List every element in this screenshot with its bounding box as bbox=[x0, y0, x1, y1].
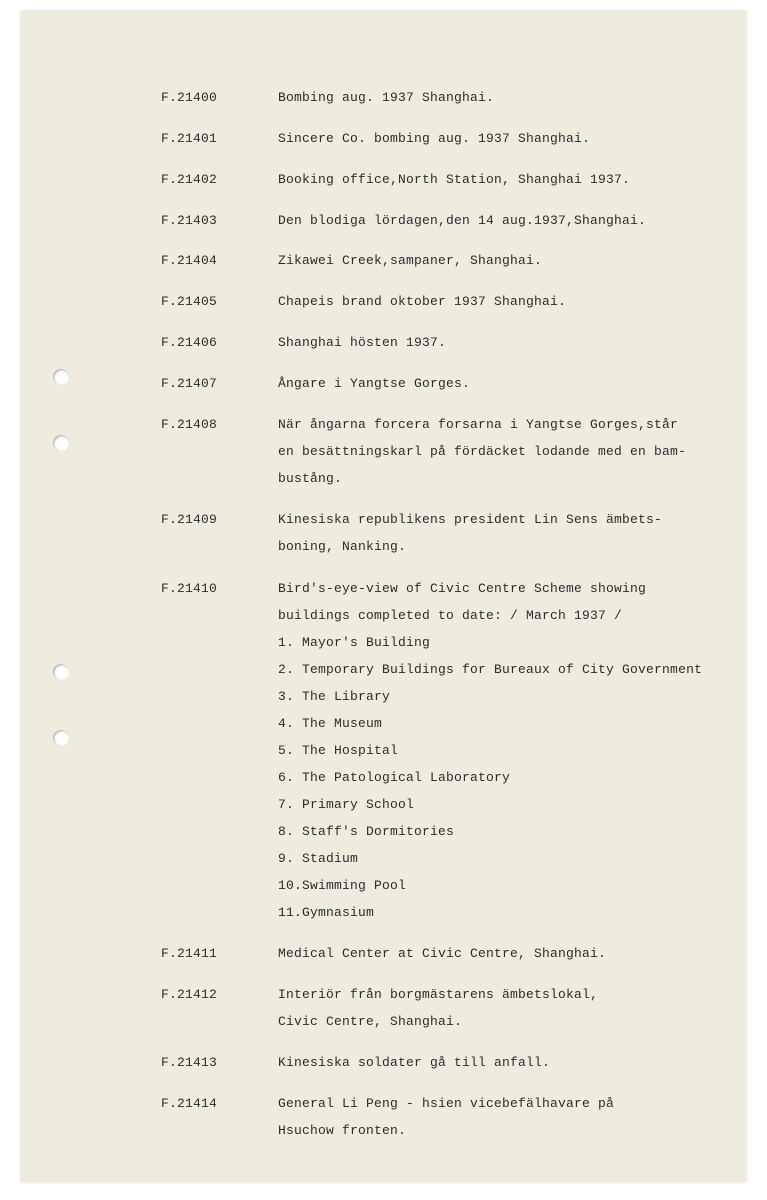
entry-code: F.21410 bbox=[161, 581, 218, 596]
entry-code: F.21411 bbox=[161, 946, 218, 961]
entry-code: F.21400 bbox=[161, 90, 218, 105]
description-line: en besättningskarl på fördäcket lodande med en bam- bbox=[278, 444, 687, 459]
document-page bbox=[21, 11, 746, 1182]
entry-description bbox=[278, 575, 728, 926]
entry-code: F.21409 bbox=[161, 512, 218, 527]
description-line: Kinesiska soldater gå till anfall. bbox=[278, 1055, 551, 1070]
entry-code: F.21408 bbox=[161, 417, 218, 432]
description-line: 11.Gymnasium bbox=[278, 905, 375, 920]
description-line: Civic Centre, Shanghai. bbox=[278, 1014, 463, 1029]
description-line: 6. The Patological Laboratory bbox=[278, 770, 511, 785]
entry-code: F.21413 bbox=[161, 1055, 218, 1070]
entry-description bbox=[278, 1049, 728, 1076]
entry-code: F.21401 bbox=[161, 131, 218, 146]
description-line: 10.Swimming Pool bbox=[278, 878, 407, 893]
entry-description bbox=[278, 506, 728, 560]
description-line: Chapeis brand oktober 1937 Shanghai. bbox=[278, 294, 567, 309]
description-line: Kinesiska republikens president Lin Sens ämbets- bbox=[278, 512, 663, 527]
description-line: När ångarna forcera forsarna i Yangtse Gorges,står bbox=[278, 417, 679, 432]
description-line: 5. The Hospital bbox=[278, 743, 399, 758]
entry-description bbox=[278, 166, 728, 193]
description-line: 7. Primary School bbox=[278, 797, 415, 812]
entry-code: F.21412 bbox=[161, 987, 218, 1002]
entry-description bbox=[278, 940, 728, 967]
description-line: 3. The Library bbox=[278, 689, 391, 704]
entry-code: F.21414 bbox=[161, 1096, 218, 1111]
description-line: Den blodiga lördagen,den 14 aug.1937,Shanghai. bbox=[278, 213, 647, 228]
entry-description bbox=[278, 288, 728, 315]
entry-description bbox=[278, 329, 728, 356]
description-line: 9. Stadium bbox=[278, 851, 359, 866]
description-line: Hsuchow fronten. bbox=[278, 1123, 407, 1138]
entry-code: F.21404 bbox=[161, 253, 218, 268]
entry-description bbox=[278, 1090, 728, 1144]
description-line: 8. Staff's Dormitories bbox=[278, 824, 455, 839]
entry-code: F.21402 bbox=[161, 172, 218, 187]
entry-list bbox=[21, 11, 746, 1182]
description-line: 4. The Museum bbox=[278, 716, 383, 731]
entry-description bbox=[278, 125, 728, 152]
entry-code: F.21407 bbox=[161, 376, 218, 391]
entry-code: F.21405 bbox=[161, 294, 218, 309]
description-line: Shanghai hösten 1937. bbox=[278, 335, 447, 350]
entry-description bbox=[278, 411, 728, 492]
description-line: Sincere Co. bombing aug. 1937 Shanghai. bbox=[278, 131, 591, 146]
entry-description bbox=[278, 370, 728, 397]
description-line: 1. Mayor's Building bbox=[278, 635, 431, 650]
description-line: Medical Center at Civic Centre, Shanghai. bbox=[278, 946, 607, 961]
description-line: buildings completed to date: / March 1937 / bbox=[278, 608, 623, 623]
description-line: Booking office,North Station, Shanghai 1937. bbox=[278, 172, 631, 187]
entry-description bbox=[278, 84, 728, 111]
entry-code: F.21406 bbox=[161, 335, 218, 350]
description-line: 2. Temporary Buildings for Bureaux of City Government bbox=[278, 662, 703, 677]
description-line: General Li Peng - hsien vicebefälhavare på bbox=[278, 1096, 615, 1111]
description-line: Interiör från borgmästarens ämbetslokal, bbox=[278, 987, 599, 1002]
description-line: bustång. bbox=[278, 471, 343, 486]
entry-description bbox=[278, 207, 728, 234]
description-line: Zikawei Creek,sampaner, Shanghai. bbox=[278, 253, 543, 268]
entry-code: F.21403 bbox=[161, 213, 218, 228]
description-line: Ångare i Yangtse Gorges. bbox=[278, 376, 471, 391]
description-line: boning, Nanking. bbox=[278, 539, 407, 554]
entry-description bbox=[278, 247, 728, 274]
description-line: Bird's-eye-view of Civic Centre Scheme showing bbox=[278, 581, 647, 596]
entry-description bbox=[278, 981, 728, 1035]
description-line: Bombing aug. 1937 Shanghai. bbox=[278, 90, 495, 105]
